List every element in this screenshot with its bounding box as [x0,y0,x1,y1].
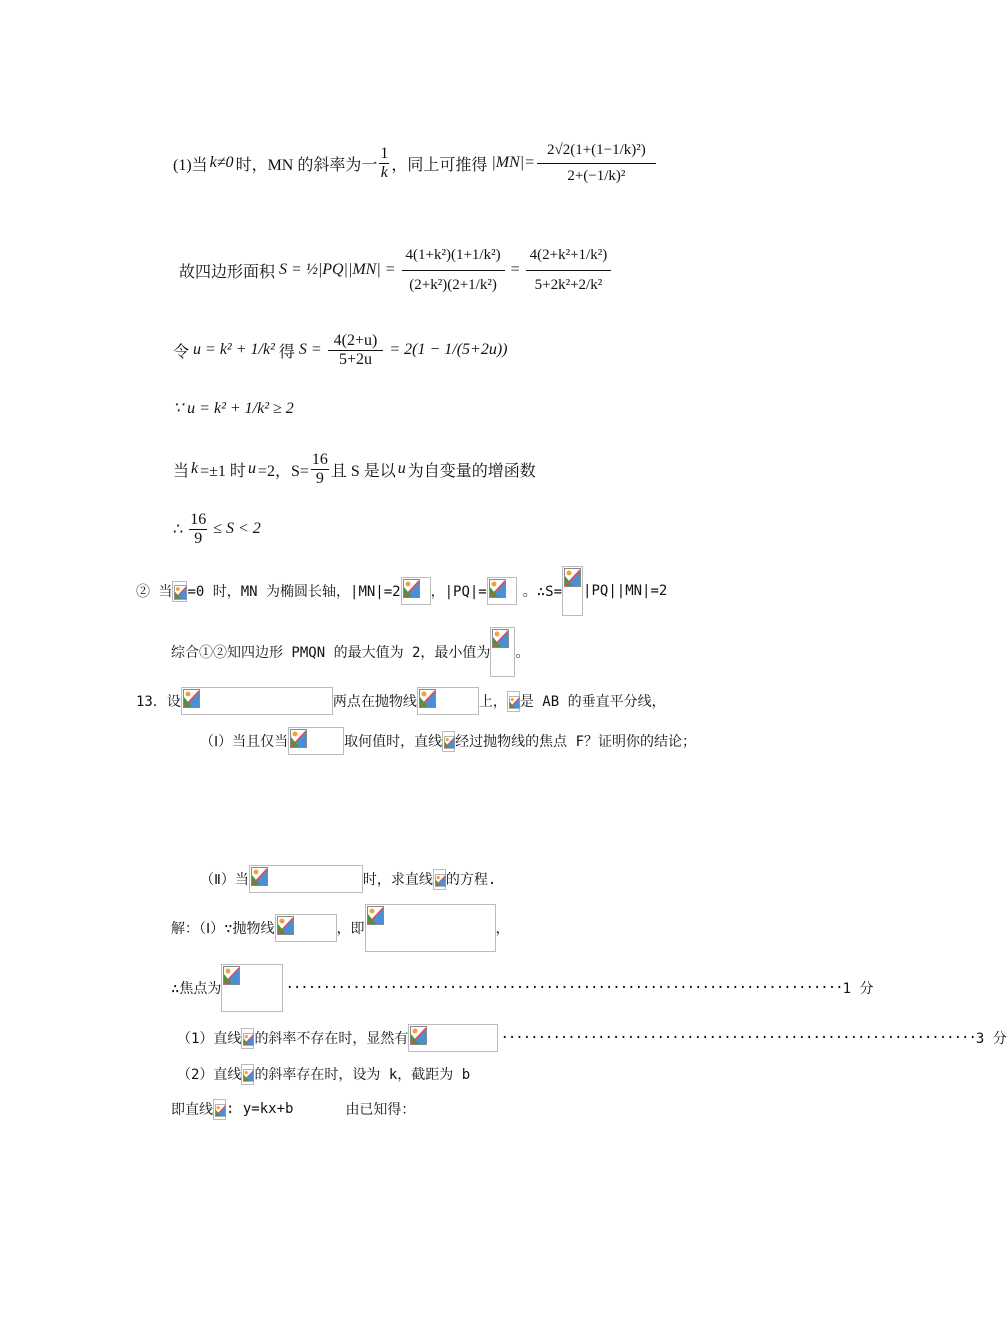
formula-image [433,869,446,890]
known-text: 由已知得： [345,1102,416,1118]
let-expr: u = k² + 1/k² [193,341,275,358]
problem13-t4: 是 AB 的垂直平分线， [519,694,666,710]
formula-image [181,687,333,715]
formula-image [408,1024,498,1052]
focus-dots: ··········································································· [285,980,843,996]
therefore-tail: ≤ S < 2 [213,520,261,537]
problem13-t3: 上， [478,694,507,710]
summary-line [171,627,529,677]
formula-image [275,914,337,942]
formula-image [241,1028,254,1049]
case-c2 [177,1062,470,1086]
problem13-t2: 两点在抛物线 [332,694,417,710]
when-prefix: 当 [173,462,190,480]
when-tail1: 且 S 是以 [330,462,396,480]
formula-image [417,687,479,715]
q1-prefix: （Ⅰ）当且仅当 [200,734,289,750]
focus-line [171,964,873,1012]
a1-prefix: 解：（Ⅰ）∵抛物线 [171,921,275,937]
formula-image [172,581,187,602]
when-k: k [191,460,199,477]
formula-image [365,904,496,952]
when-line [173,446,536,492]
line-prefix: 即直线 [171,1102,213,1118]
focus-prefix: ∴焦点为 [171,981,222,997]
case-c1 [177,1024,1007,1052]
therefore-prefix: ∴ [173,521,184,538]
formula-image [213,1099,226,1120]
therefore-line [173,506,261,552]
when-tail2: 为自变量的增函数 [407,462,536,480]
because-line: ∵ u = k² + 1/k² ≥ 2 [173,400,294,417]
q2-prefix: （Ⅱ）当 [200,872,249,888]
let-fraction [328,332,384,368]
case2-t2: =0 时，MN 为椭圆长轴，|MN|=2 [187,584,401,600]
area-frac1-den: (2+k²)(2+1/k²) [409,276,497,293]
formula-image [401,577,431,605]
slope-num: 1 [380,144,389,162]
case2-line [136,566,667,616]
formula-image [487,577,517,605]
c2-tail: 的斜率存在时，设为 k，截距为 b [254,1067,471,1083]
line-eq [171,1097,415,1121]
let-prefix: 令 [173,343,190,361]
let-mid: 得 [278,343,295,361]
slope-den: k [380,163,388,181]
area-fraction-2 [526,247,612,293]
formula-image [241,1064,254,1085]
mn-den: 2+(−1/k)² [567,167,626,184]
area-expr: S = ½|PQ||MN| = [279,261,396,278]
let-frac-den: 5+2u [339,350,373,368]
therefore-frac-den: 9 [194,529,203,547]
q2-tail: 的方程. [445,872,497,888]
case1-prefix: (1)当 [173,156,208,174]
let-frac-num: 4(2+u) [328,332,384,351]
mn-label: |MN|= [491,154,535,171]
case2-t1: ② 当 [136,584,173,600]
formula-image [490,627,515,677]
area-frac2-den: 5+2k²+2/k² [534,276,603,293]
when-mid: =±1 时 [200,462,246,480]
c1-mid: 的斜率不存在时，显然有 [254,1031,409,1047]
slope-fraction [379,145,389,181]
area-frac2-num: 4(2+k²+1/k²) [526,247,612,271]
when-u: u [247,460,256,477]
problem-number: 13．设 [136,694,181,710]
mn-num: 2√2(1+(1−1/k)²) [537,142,656,164]
summary-t1: 综合①②知四边形 PMQN 的最大值为 2，最小值为 [171,645,491,661]
q1-mid: 取何值时，直线 [344,734,443,750]
c1-score: 3 分 [975,1031,1007,1047]
q1-tail: 经过抛物线的焦点 F？证明你的结论； [455,734,696,750]
substitution-line [173,326,508,374]
formula-image [507,691,520,712]
problem13-statement [136,687,666,715]
line-equation: : y=kx+b [226,1101,294,1117]
equals-sign: = [510,261,520,278]
c1-dots: ································································ [500,1030,976,1046]
formula-image [562,566,583,616]
a1-tail: ， [495,921,510,937]
focus-score: 1 分 [842,981,874,997]
formula-image [221,964,283,1012]
case1-line [173,128,658,198]
c2-prefix: （2）直线 [177,1067,242,1083]
when-frac-num: 16 [311,450,328,468]
case1-cond: k≠0 [209,154,234,171]
let-tail: = 2(1 − 1/(5+2u)) [389,341,508,358]
case2-t3: ，|PQ|= [430,584,487,600]
question-2 [200,865,496,893]
case1-mid: 时，MN 的斜率为一 [235,156,378,174]
formula-image [442,731,455,752]
formula-image [249,865,363,893]
therefore-fraction [189,511,207,547]
a1-mid: ，即 [336,921,365,937]
mn-fraction [537,142,656,184]
case2-t4: 。∴S= [522,584,563,600]
therefore-frac-num: 16 [190,510,207,528]
q2-mid: 时，求直线 [362,872,433,888]
when-fraction [311,451,329,487]
area-frac1-num: 4(1+k²)(1+1/k²) [402,247,505,271]
answer-line-1 [171,904,510,952]
when-mid2: =2，S= [257,462,309,480]
case1-tail: ，同上可推得 [391,156,488,174]
question-1 [200,727,696,755]
case2-t5: |PQ||MN|=2 [583,583,668,599]
area-line [179,228,613,312]
when-u-2: u [397,460,406,477]
summary-t2: 。 [515,645,530,661]
area-fraction-1 [402,247,505,293]
c1-prefix: （1）直线 [177,1031,242,1047]
let-s: S = [298,341,322,358]
when-frac-den: 9 [315,469,324,487]
area-prefix: 故四边形面积 [179,263,276,281]
formula-image [288,727,344,755]
